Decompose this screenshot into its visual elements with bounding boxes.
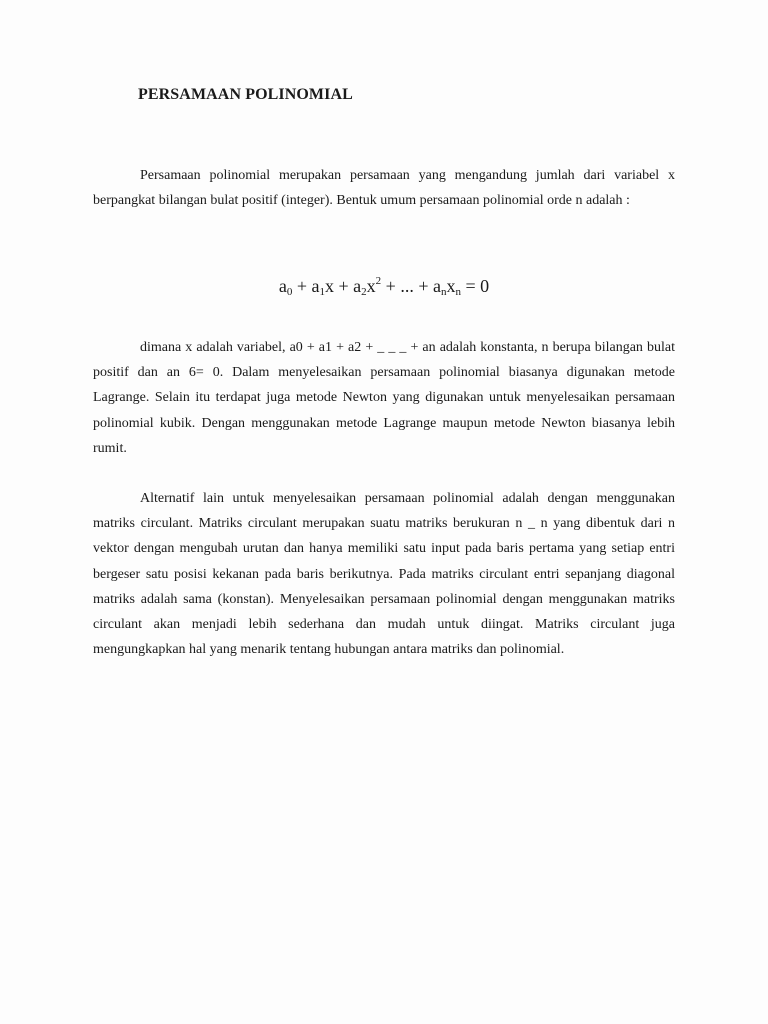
polynomial-formula: $a_0 + a_1x + a_2x^2$ + ... + $a_nx_n = 0$ — [278, 275, 490, 298]
formula-anxn: $a_nx_n$ — [432, 276, 461, 298]
paragraph-intro: Persamaan polinomial merupakan persamaan yang mengandung jumlah dari variabel x berpangkat bilangan bulat positif (integer). Bentuk umum persamaan polinomial orde n adalah : — [93, 168, 675, 209]
paragraph-explanation: dimana x adalah variabel, a0 + a1 + a2 + _ _ _ + an adalah konstanta, n berupa bilangan bulat positif dan an 6= 0. Dalam menyelesaikan persamaan polinomial biasanya digunakan metode Lagrange. Selain itu terdapat juga metode Newton yang digunakan untuk menyelesaikan persamaan polinomial kubik. Dengan menggunakan metode Lagrange maupun metode Newton biasanya lebih rumit. — [93, 340, 675, 456]
formula-a1x: $a_1x$ — [311, 276, 335, 298]
paragraph-circulant: Alternatif lain untuk menyelesaikan persamaan polinomial adalah dengan menggunakan matriks circulant. Matriks circulant merupakan suatu matriks berukuran n _ n yang dibentuk dari n vektor dengan mengubah urutan dan hanya memiliki satu input pada baris pertama yang setiap entri bergeser satu posisi kekanan pada baris berikutnya. Pada matriks circulant entri sepanjang diagonal matriks adalah sama (konstan). Menyelesaikan persamaan polinomial dengan menggunakan matriks circulant akan menjadi lebih sederhana dan mudah untuk diingat. Matriks circulant juga mengungkapkan hal yang menarik tentang hubungan antara matriks dan polinomial. — [93, 491, 675, 658]
formula-a0: $a_0$ — [278, 276, 293, 298]
document-title: PERSAMAAN POLINOMIAL — [138, 86, 353, 103]
formula-a2x2: $a_2x^2$ — [353, 275, 382, 298]
